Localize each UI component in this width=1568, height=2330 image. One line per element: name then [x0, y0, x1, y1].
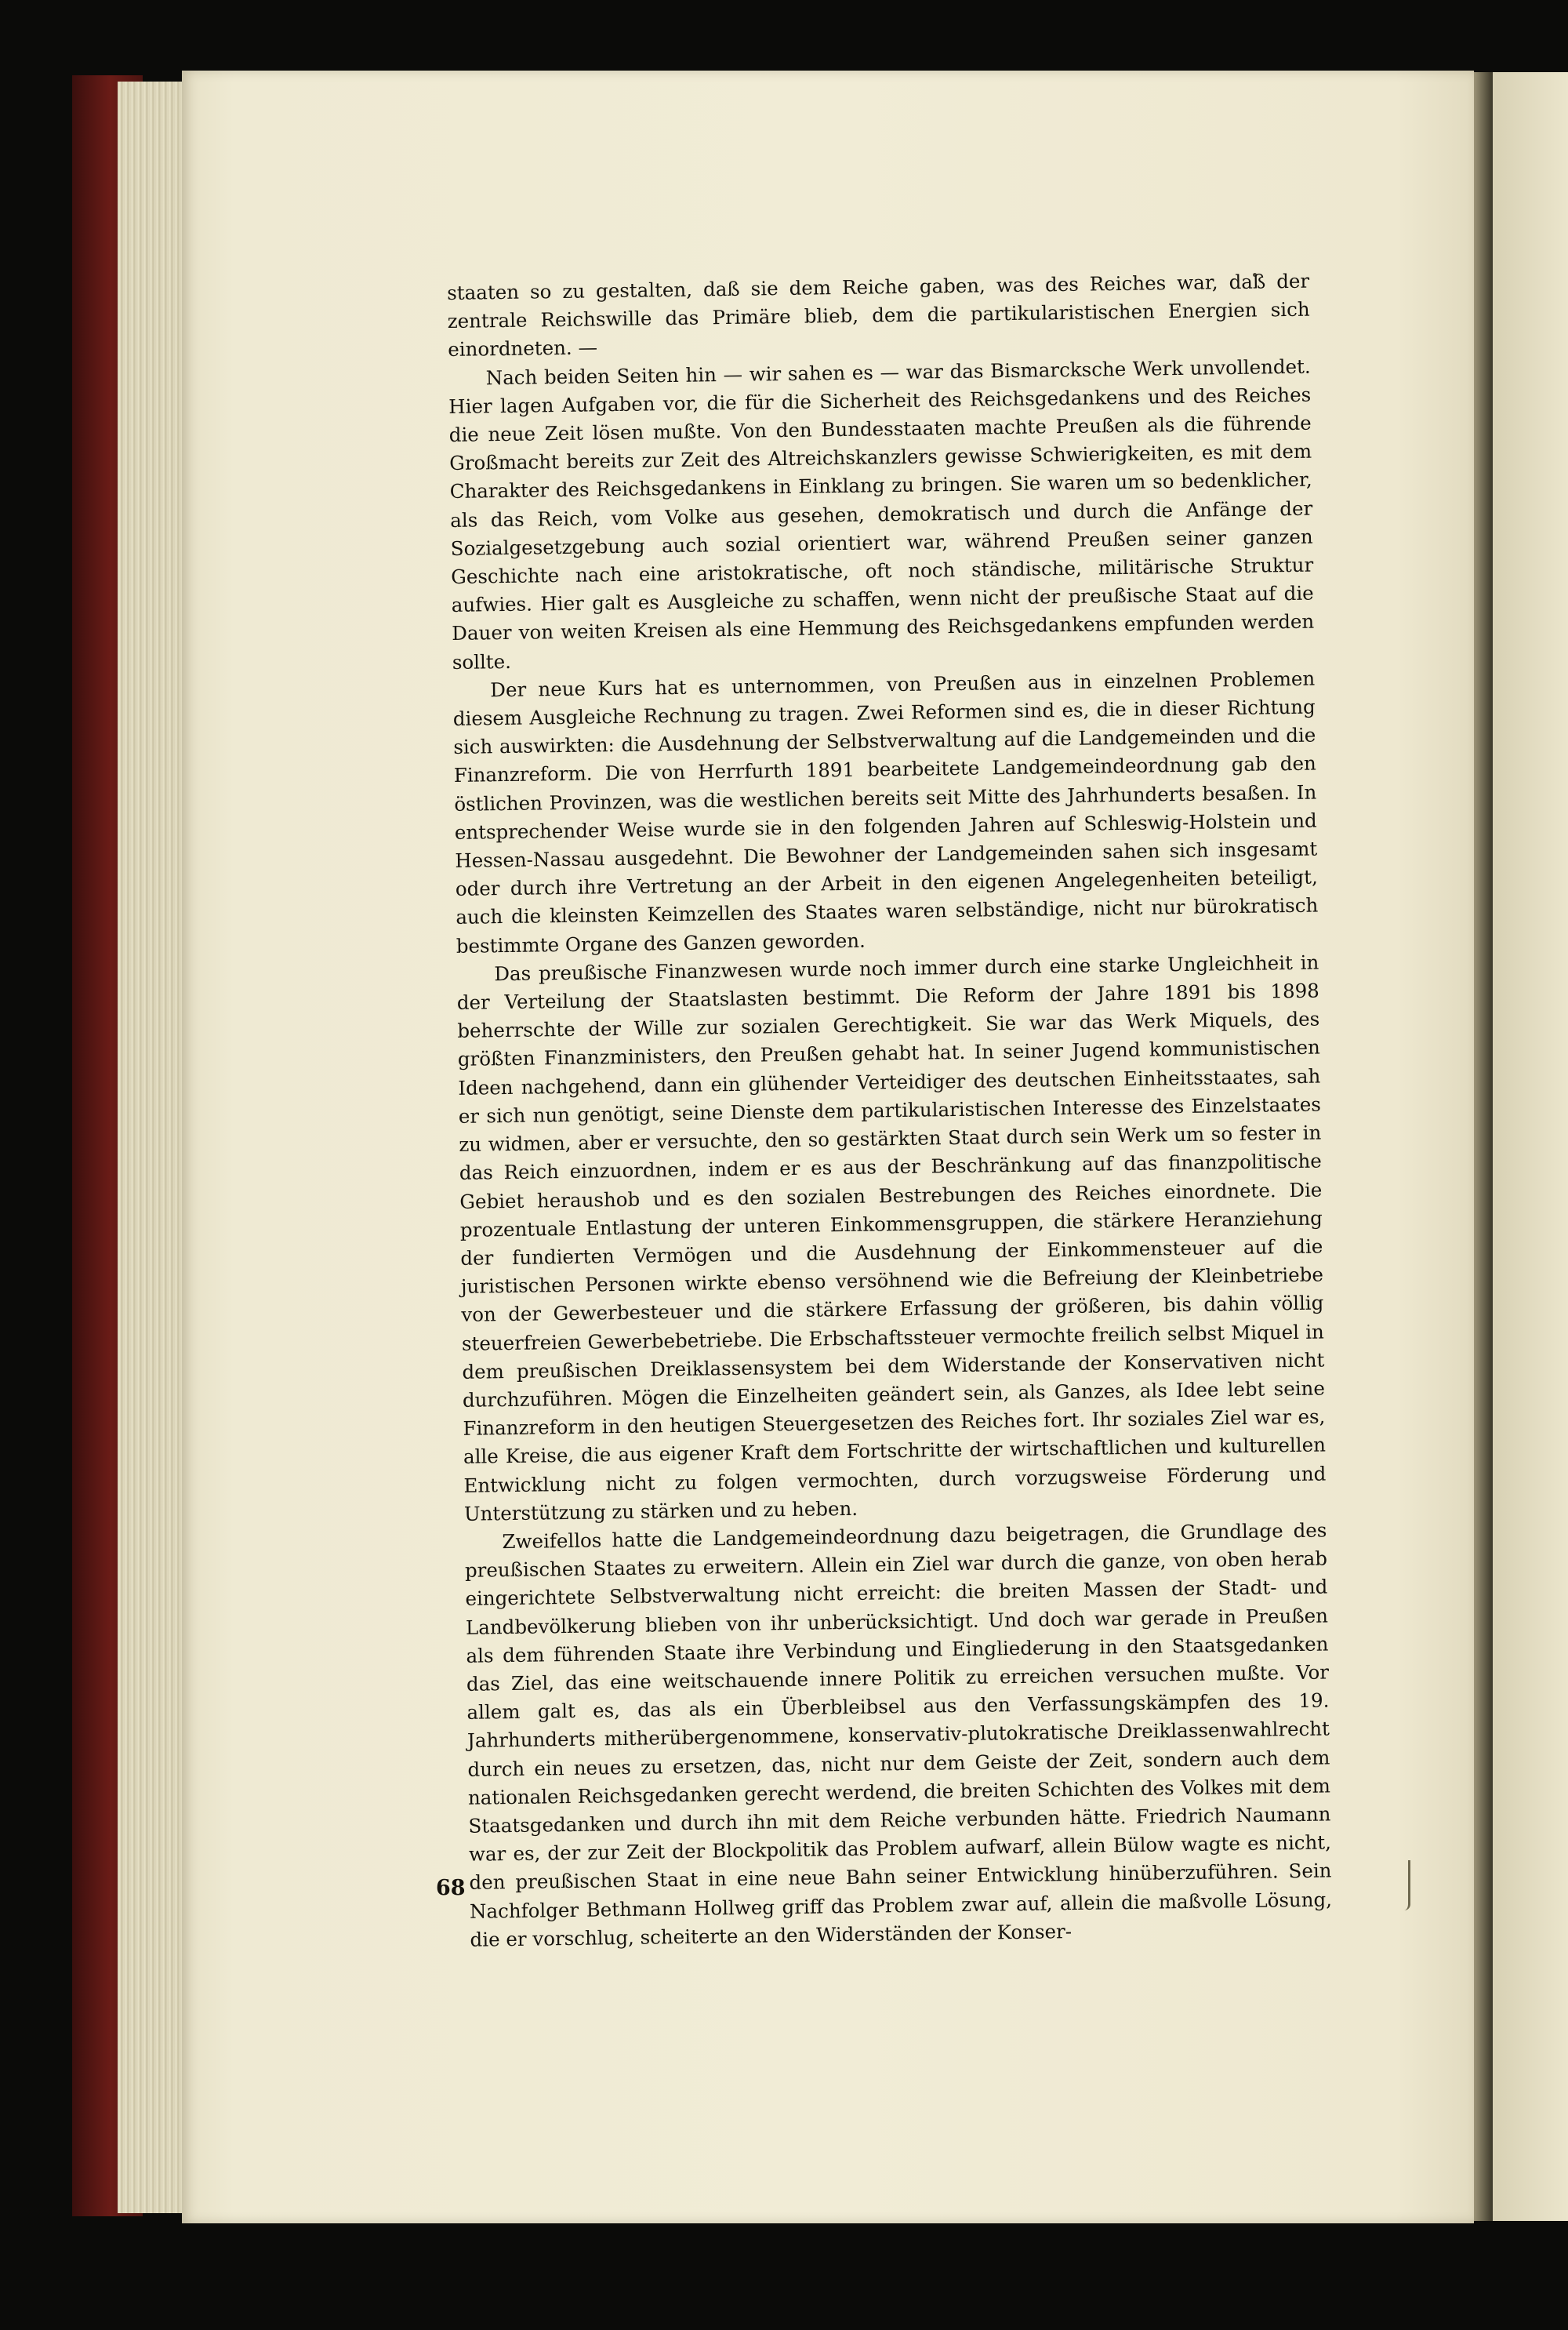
paragraph: staaten so zu gestalten, daß sie dem Reiche gaben, was des Reiches war, daß der zentrale Reichswille das Primäre blieb, dem die partikularistischen Energien sich einordneten. — [447, 269, 1310, 362]
paragraph: Zweifellos hatte die Landgemeindeordnung dazu beigetragen, die Grundlage des preußischen Staates zu erweitern. Allein ein Ziel war durch die ganze, von oben herab eingerichtete Selbstverwaltung nicht erreicht: die breiten Massen der Stadt- und Landbevölkerung blieben von ihr unberücksichtigt. Und doch war gerade in Preußen als dem führenden Staate ihre Verbindung und Eingliederung in den Staatsgedanken das Ziel, das eine weitschauende innere Politik zu erreichen versuchen mußte. Vor allem galt es, das als ein Überbleibsel aus den Verfassungskämpfen des 19. Jahrhunderts mitherübergenommene, konservativ-plutokratische Dreiklassenwahlrecht durch ein neues zu ersetzen, das, nicht nur dem Geiste der Zeit, sondern auch dem nationalen Reichsgedanken gerecht werdend, die breiten Schichten des Volkes mit dem Staatsgedanken und durch ihn mit dem Reiche verbunden hätte. Friedrich Naumann war es, der zur Zeit der Blockpolitik das Problem aufwarf, allein Bülow wagte es nicht, den preußischen Staat in eine neue Bahn seiner Entwicklung hinüberzuführen. Sein Nachfolger Bethmann Hollweg griff das Problem zwar auf, allein die maßvolle Lösung, die er vorschlug, scheiterte an den Widerständen der Konser- [464, 1518, 1333, 1951]
paragraph: Der neue Kurs hat es unternommen, von Preußen aus in einzelnen Problemen diesem Ausgleiche Rechnung zu tragen. Zwei Reformen sind es, die in dieser Richtung sich auswirkten: die Ausdehnung der Selbstverwaltung auf die Landgemeinden und die Finanzreform. Die von Herrfurth 1891 bearbeitete Landgemeindeordnung gab den östlichen Provinzen, was die westlichen bereits seit Mitte des Jahrhunderts besaßen. In entsprechender Weise wurde sie in den folgenden Jahren auf Schleswig-Holstein und Hessen-Nassau ausgedehnt. Die Bewohner der Landgemeinden sahen sich insgesamt oder durch ihre Vertretung an der Arbeit in den eigenen Angelegenheiten beteiligt, auch die kleinsten Keimzellen des Staates waren selbständige, nicht nur bürokratisch bestimmte Organe des Ganzen geworden. [452, 667, 1319, 958]
page-number: 68 [436, 1876, 466, 1900]
book-gutter [1474, 72, 1493, 2221]
page-tear-mark [1400, 1860, 1410, 1910]
body-text [447, 267, 1333, 1954]
paragraph: Das preußische Finanzwesen wurde noch immer durch eine starke Ungleichheit in der Verteilung der Staatslasten bestimmt. Die Reform der Jahre 1891 bis 1898 beherrschte der Wille zur sozialen Gerechtigkeit. Sie war das Werk Miquels, des größten Finanzministers, den Preußen gehabt hat. In seiner Jugend kommunistischen Ideen nachgehend, dann ein glühender Verteidiger des deutschen Einheitsstaates, sah er sich nun genötigt, seine Dienste dem partikularistischen Interesse des Einzelstaates zu widmen, aber er versuchte, den so gestärkten Staat durch sein Werk um so fester in das Reich einzuordnen, indem er es aus der Beschränkung auf das finanzpolitische Gebiet heraushob und es den sozialen Bestrebungen des Reiches einordnete. Die prozentuale Entlastung der unteren Einkommensgruppen, die stärkere Heranziehung der fundierten Vermögen und die Ausdehnung der Einkommensteuer auf die juristischen Personen wirkte ebenso versöhnend wie die Befreiung der Kleinbetriebe von der Gewerbesteuer und die stärkere Erfassung der größeren, bis dahin völlig steuerfreien Gewerbebetriebe. Die Erbschaftssteuer vermochte freilich selbst Miquel in dem preußischen Dreiklassensystem bei dem Widerstande der Konservativen nicht durchzuführen. Mögen die Einzelheiten geändert sein, als Ganzes, als Idee lebt seine Finanzreform in den heutigen Steuergesetzen des Reiches fort. Ihr soziales Ziel war es, alle Kreise, die aus eigener Kraft dem Fortschritte der wirtschaftlichen und kulturellen Entwicklung nicht zu folgen vermochten, durch vorzugsweise Förderung und Unterstützung zu stärken und zu heben. [456, 951, 1327, 1525]
paragraph: Nach beiden Seiten hin — wir sahen es — war das Bismarcksche Werk unvollendet. Hier lagen Aufgaben vor, die für die Sicherheit des Reichsgedankens und des Reiches die neue Zeit lösen mußte. Von den Bundesstaaten machte Preußen als die führende Großmacht bereits zur Zeit des Altreichskanzlers gewisse Schwierigkeiten, es mit dem Charakter des Reichsgedankens in Einklang zu bringen. Sie waren um so bedenklicher, als das Reich, vom Volke aus gesehen, demokratisch und durch die Anfänge der Sozialgesetzgebung auch sozial orientiert war, während Preußen seiner ganzen Geschichte nach eine aristokratische, oft noch ständische, militärische Struktur aufwies. Hier galt es Ausgleiche zu schaffen, wenn nicht der preußische Staat auf die Dauer von weiten Kreisen als eine Hemmung des Reichsgedankens empfunden werden sollte. [448, 354, 1315, 674]
facing-page-edge [1493, 72, 1568, 2221]
